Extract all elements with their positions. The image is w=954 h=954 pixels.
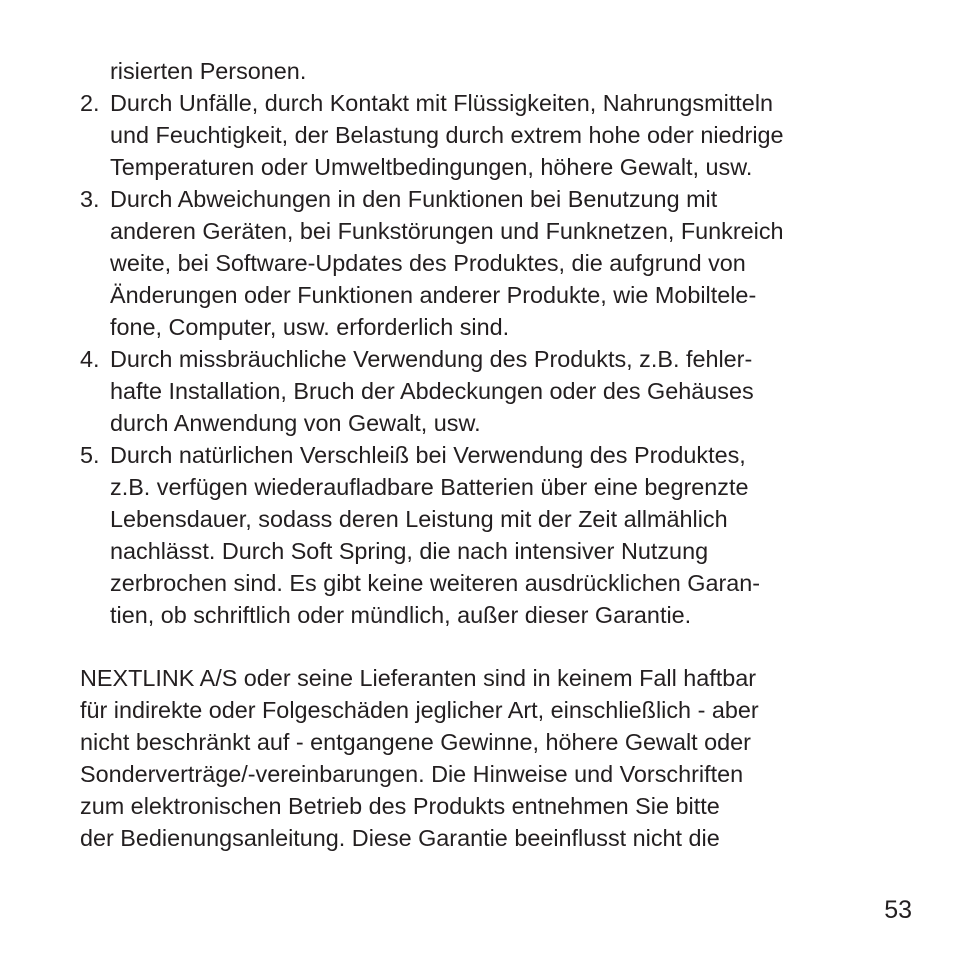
list-line: nachlässt. Durch Soft Spring, die nach intensiver Nutzung <box>110 538 709 564</box>
list-line: Durch natürlichen Verschleiß bei Verwendung des Produktes, <box>110 442 746 468</box>
list-line: tien, ob schriftlich oder mündlich, außer dieser Garantie. <box>110 602 692 628</box>
page-number: 53 <box>884 896 912 924</box>
list-line: hafte Installation, Bruch der Abdeckungen oder des Gehäuses <box>110 378 754 404</box>
list-number: 5. <box>80 442 100 468</box>
list-line: Lebensdauer, sodass deren Leistung mit der Zeit allmählich <box>110 506 728 532</box>
paragraph-line: zum elektronischen Betrieb des Produkts entnehmen Sie bitte <box>80 793 720 819</box>
paragraph-line: für indirekte oder Folgeschäden jeglicher Art, einschließlich - aber <box>80 697 759 723</box>
list-line: Änderungen oder Funktionen anderer Produkte, wie Mobiltele- <box>110 282 757 308</box>
list-line: fone, Computer, usw. erforderlich sind. <box>110 314 510 340</box>
list-line: Durch Abweichungen in den Funktionen bei Benutzung mit <box>110 186 718 212</box>
list-line: durch Anwendung von Gewalt, usw. <box>110 410 481 436</box>
list-number: 3. <box>80 186 100 212</box>
list-number: 2. <box>80 90 100 116</box>
paragraph-line: der Bedienungsanleitung. Diese Garantie beeinflusst nicht die <box>80 825 720 851</box>
list-line: und Feuchtigkeit, der Belastung durch extrem hohe oder niedrige <box>110 122 784 148</box>
list-number: 4. <box>80 346 100 372</box>
continuation-line: risierten Personen. <box>110 58 307 84</box>
list-line: zerbrochen sind. Es gibt keine weiteren ausdrücklichen Garan- <box>110 570 761 596</box>
list-line: weite, bei Software-Updates des Produktes, die aufgrund von <box>110 250 746 276</box>
paragraph-line: Sonderverträge/-vereinbarungen. Die Hinweise und Vorschriften <box>80 761 744 787</box>
list-line: z.B. verfügen wiederaufladbare Batterien über eine begrenzte <box>110 474 749 500</box>
list-line: anderen Geräten, bei Funkstörungen und Funknetzen, Funkreich <box>110 218 784 244</box>
paragraph-line: NEXTLINK A/S oder seine Lieferanten sind in keinem Fall haftbar <box>80 665 757 691</box>
paragraph-line: nicht beschränkt auf - entgangene Gewinne, höhere Gewalt oder <box>80 729 751 755</box>
list-line: Durch missbräuchliche Verwendung des Produkts, z.B. fehler- <box>110 346 753 372</box>
list-line: Temperaturen oder Umweltbedingungen, höhere Gewalt, usw. <box>110 154 753 180</box>
list-line: Durch Unfälle, durch Kontakt mit Flüssigkeiten, Nahrungsmitteln <box>110 90 774 116</box>
